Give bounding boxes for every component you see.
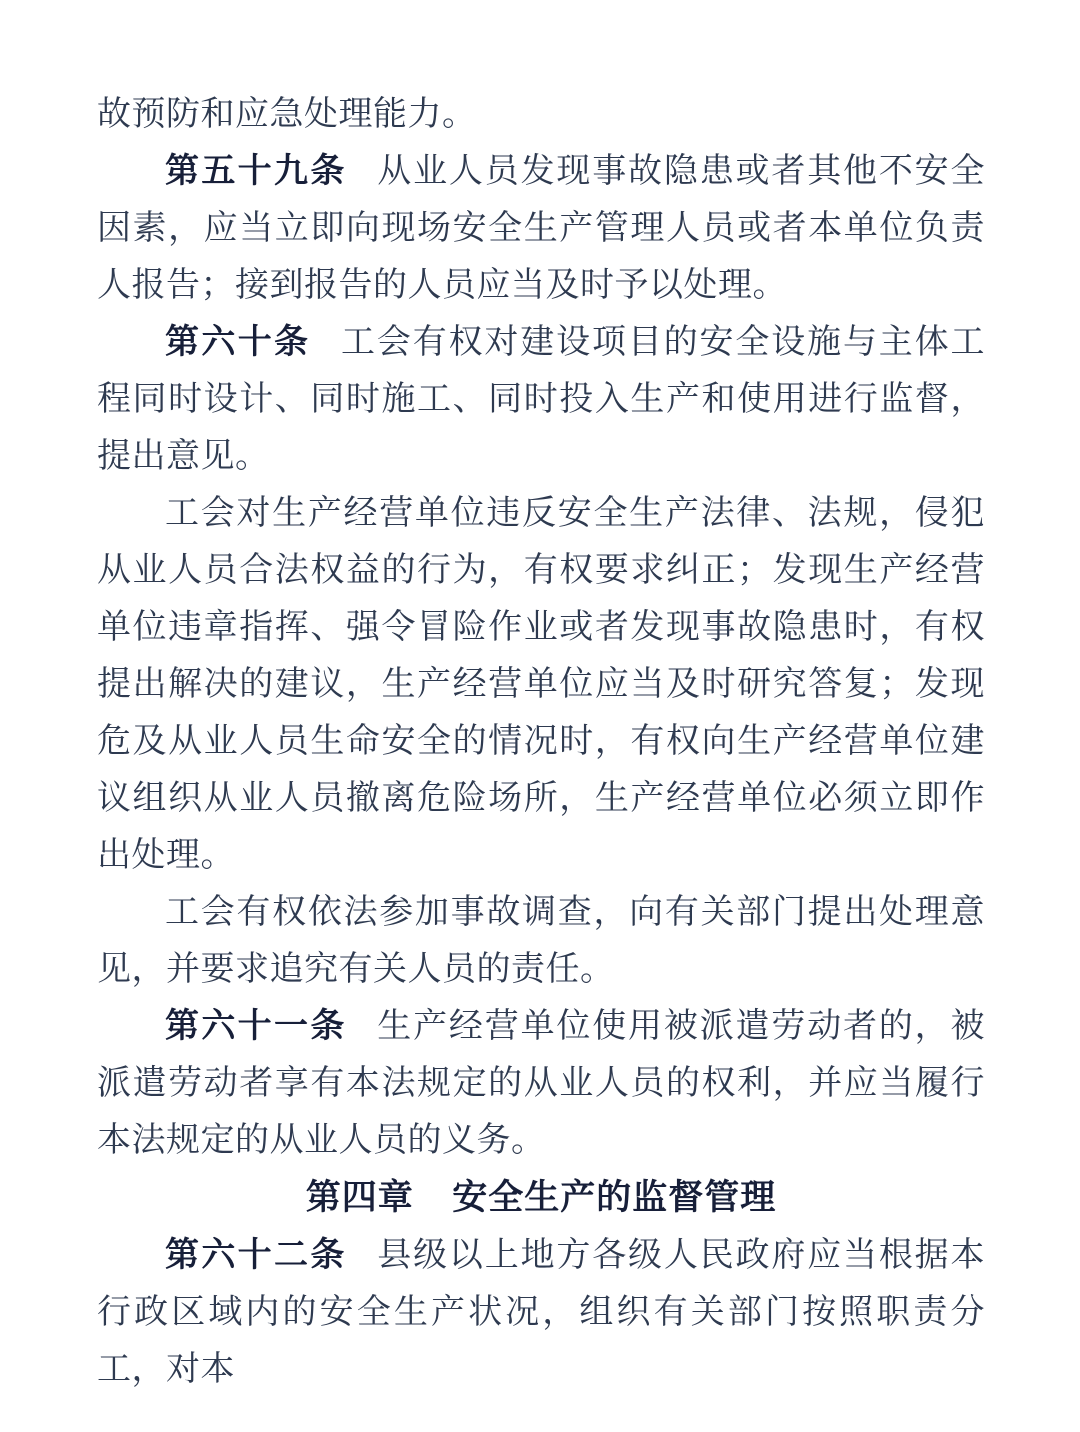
article-number: 第五十九条 — [165, 152, 347, 190]
paragraph-text: 工会有权对建设项目的安全设施与主体工程同时设计、同时施工、同时投入生产和使用进行监督，提出意见。 — [97, 324, 986, 475]
paragraph-text: 故预防和应急处理能力。 — [97, 96, 477, 133]
paragraph-text: 县级以上地方各级人民政府应当根据本行政区域内的安全生产状况，组织有关部门按照职责分工，对本 — [97, 1237, 986, 1388]
article-number: 第六十二条 — [165, 1236, 347, 1274]
article-number: 第六十一条 — [165, 1007, 347, 1045]
paragraph-article-61 — [97, 998, 985, 1169]
chapter-number: 第四章 — [305, 1178, 414, 1217]
paragraph-text: 从业人员发现事故隐患或者其他不安全因素，应当立即向现场安全生产管理人员或者本单位负责人报告；接到报告的人员应当及时予以处理。 — [97, 153, 986, 304]
paragraph-union-rights — [97, 485, 985, 884]
paragraph-text: 生产经营单位使用被派遣劳动者的，被派遣劳动者享有本法规定的从业人员的权利，并应当履行本法规定的从业人员的义务。 — [97, 1008, 986, 1159]
paragraph-article-62 — [97, 1227, 985, 1398]
paragraph-article-60 — [97, 314, 985, 485]
paragraph-union-investigation — [97, 884, 985, 998]
article-number: 第六十条 — [165, 323, 311, 361]
chapter-title: 安全生产的监督管理 — [452, 1178, 777, 1217]
paragraph-text: 工会有权依法参加事故调查，向有关部门提出处理意见，并要求追究有关人员的责任。 — [97, 894, 985, 988]
paragraph-article-59 — [97, 143, 985, 314]
chapter-heading — [97, 1169, 985, 1227]
paragraph-text: 工会对生产经营单位违反安全生产法律、法规，侵犯从业人员合法权益的行为，有权要求纠正；发现生产经营单位违章指挥、强令冒险作业或者发现事故隐患时，有权提出解决的建议，生产经营单位应当及时研究答复；发现危及从业人员生命安全的情况时，有权向生产经营单位建议组织从业人员撤离危险场所，生产经营单位必须立即作出处理。 — [97, 495, 985, 874]
paragraph-continuation — [97, 86, 985, 143]
